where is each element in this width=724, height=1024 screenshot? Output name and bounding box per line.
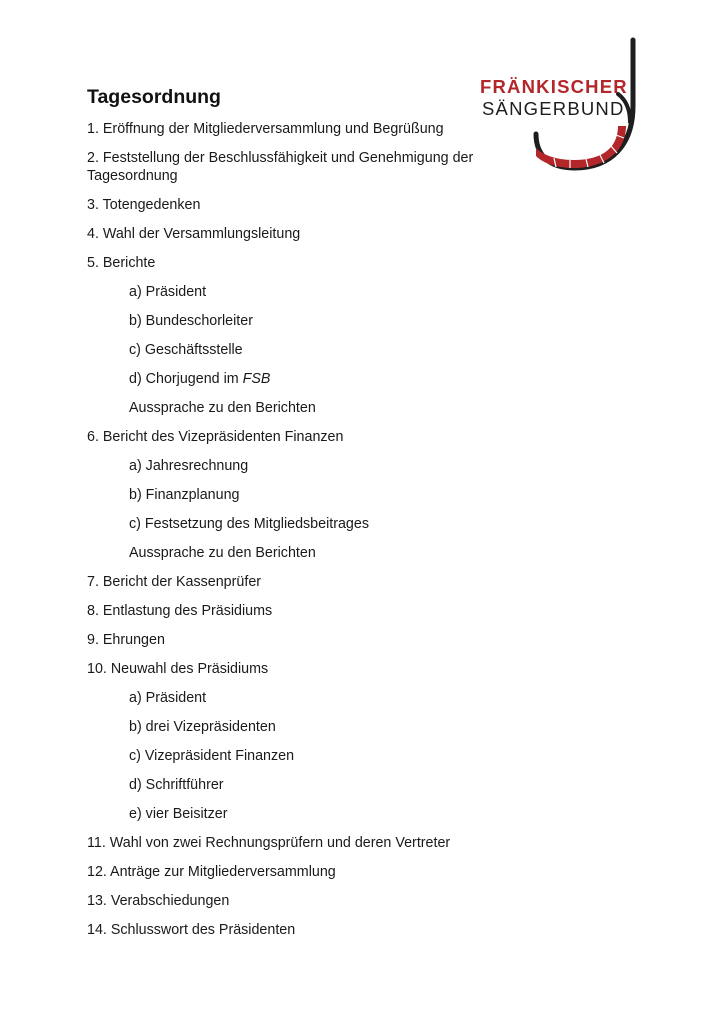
agenda-subitem <box>87 370 557 388</box>
agenda-subitem: a) Präsident <box>129 284 207 300</box>
agenda-item: 8. Entlastung des Präsidiums <box>87 603 273 619</box>
agenda-item: 2. Feststellung der Beschlussfähigkeit und Genehmigung der Tagesordnung <box>87 150 474 184</box>
agenda-item: 10. Neuwahl des Präsidiums <box>87 661 269 677</box>
agenda-item: 6. Bericht des Vizepräsidenten Finanzen <box>87 429 344 445</box>
agenda-item: 5. Berichte <box>87 255 156 271</box>
logo-text-line1: FRÄNKISCHER <box>480 76 628 97</box>
agenda-subitem: c) Vizepräsident Finanzen <box>129 748 295 764</box>
page-title: Tagesordnung <box>87 86 221 108</box>
agenda-subitem: Aussprache zu den Berichten <box>129 400 316 416</box>
agenda-subitem: b) Finanzplanung <box>129 487 240 503</box>
agenda-subitem-text: d) Chorjugend im <box>129 371 243 387</box>
agenda-subitem: e) vier Beisitzer <box>129 806 228 822</box>
agenda-subitem-emphasis: FSB <box>242 371 271 387</box>
agenda-subitem: c) Festsetzung des Mitgliedsbeitrages <box>129 516 369 532</box>
agenda-subitem: a) Präsident <box>129 690 207 706</box>
agenda-subitem: b) Bundeschorleiter <box>129 313 253 329</box>
agenda-subitem: d) Schriftführer <box>129 777 224 793</box>
agenda-item: 13. Verabschiedungen <box>87 893 230 909</box>
agenda-item: 9. Ehrungen <box>87 632 165 648</box>
agenda-item: 14. Schlusswort des Präsidenten <box>87 922 296 938</box>
logo-text-line2: SÄNGERBUND <box>482 98 625 119</box>
agenda-subitem: b) drei Vizepräsidenten <box>129 719 276 735</box>
agenda-item: 12. Anträge zur Mitgliederversammlung <box>87 864 336 880</box>
agenda-list <box>87 120 557 950</box>
agenda-item: 11. Wahl von zwei Rechnungsprüfern und deren Vertreter <box>87 835 451 851</box>
agenda-item: 7. Bericht der Kassenprüfer <box>87 574 262 590</box>
agenda-item: 1. Eröffnung der Mitgliederversammlung und Begrüßung <box>87 121 444 137</box>
agenda-item: 4. Wahl der Versammlungsleitung <box>87 226 301 242</box>
agenda-subitem: a) Jahresrechnung <box>129 458 249 474</box>
agenda-subitem: Aussprache zu den Berichten <box>129 545 316 561</box>
agenda-item: 3. Totengedenken <box>87 197 201 213</box>
agenda-subitem: c) Geschäftsstelle <box>129 342 243 358</box>
